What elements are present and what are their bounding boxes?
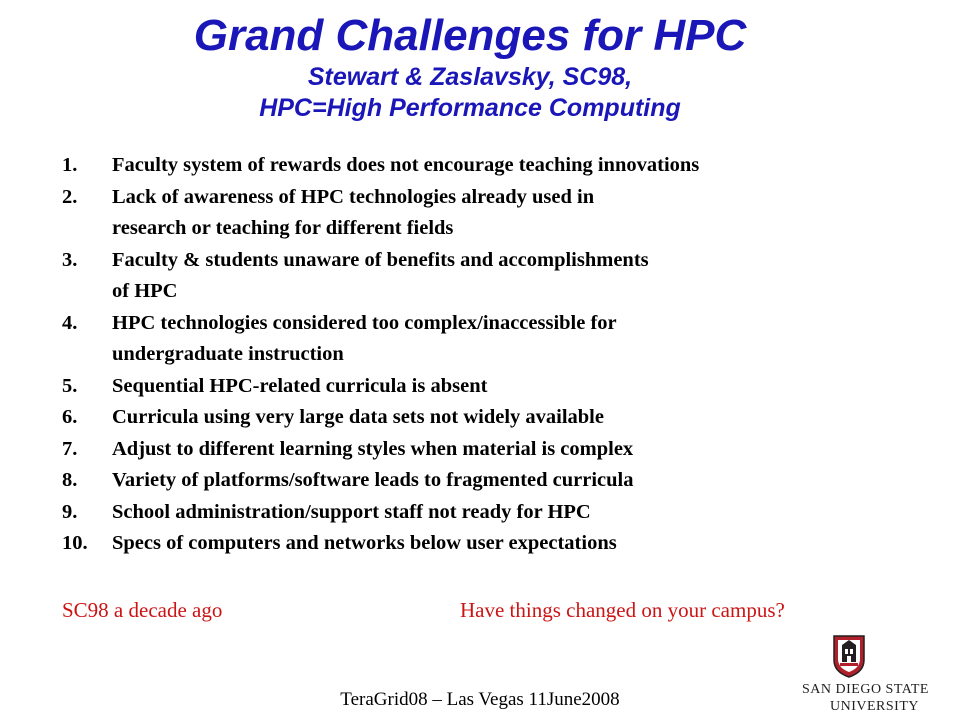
list-item-text: Faculty & students unaware of benefits and accomplishments of HPC — [112, 248, 649, 302]
list-item — [62, 308, 942, 371]
list-item-number: 3. — [62, 248, 78, 271]
list-item — [62, 465, 942, 497]
slide-title-block — [0, 10, 940, 124]
list-item — [62, 182, 942, 245]
list-item-number: 8. — [62, 469, 78, 491]
list-item-number: 1. — [62, 154, 78, 176]
list-item-number: 7. — [62, 437, 78, 460]
footnote-left: SC98 a decade ago — [62, 598, 223, 622]
list-item-number: 4. — [62, 311, 78, 334]
list-item-text: Curricula using very large data sets not widely available — [112, 406, 604, 428]
challenge-list — [62, 150, 942, 560]
list-item-text: HPC technologies considered too complex/inaccessible for undergraduate instruction — [112, 311, 617, 365]
slide-title: Grand Challenges for HPC — [193, 11, 747, 60]
list-item — [62, 150, 942, 182]
list-item-text: School administration/support staff not ready for HPC — [112, 500, 591, 523]
list-item-number: 6. — [62, 406, 78, 428]
wordmark-line-2: UNIVERSITY — [830, 699, 919, 714]
list-item — [62, 371, 942, 403]
wordmark-line-1: SAN DIEGO STATE — [802, 682, 929, 697]
list-item-number: 9. — [62, 500, 78, 523]
list-item-text: Faculty system of rewards does not encourage teaching innovations — [112, 154, 700, 176]
list-item-text: Lack of awareness of HPC technologies already used in research or teaching for different fields — [112, 185, 595, 239]
slide-subtitle-line-1: Stewart & Zaslavsky, SC98, — [307, 63, 633, 91]
list-item — [62, 528, 942, 560]
list-item — [62, 434, 942, 466]
list-item — [62, 402, 942, 434]
list-item-text: Variety of platforms/software leads to fragmented curricula — [112, 469, 634, 491]
list-item-text: Specs of computers and networks below user expectations — [112, 532, 617, 554]
university-seal-icon — [832, 634, 866, 678]
university-logo — [800, 632, 950, 716]
list-item-text: Adjust to different learning styles when material is complex — [112, 437, 634, 460]
slide-footer: TeraGrid08 – Las Vegas 11June2008 — [340, 689, 620, 710]
list-item-number: 2. — [62, 185, 78, 208]
slide-subtitle-line-2: HPC=High Performance Computing — [259, 94, 681, 122]
university-wordmark — [800, 678, 950, 714]
footnote-right: Have things changed on your campus? — [460, 598, 785, 622]
list-item — [62, 245, 942, 308]
list-item-number: 5. — [62, 374, 78, 397]
list-item — [62, 497, 942, 529]
list-item-text: Sequential HPC-related curricula is absent — [112, 374, 488, 397]
list-item-number: 10. — [62, 532, 88, 554]
